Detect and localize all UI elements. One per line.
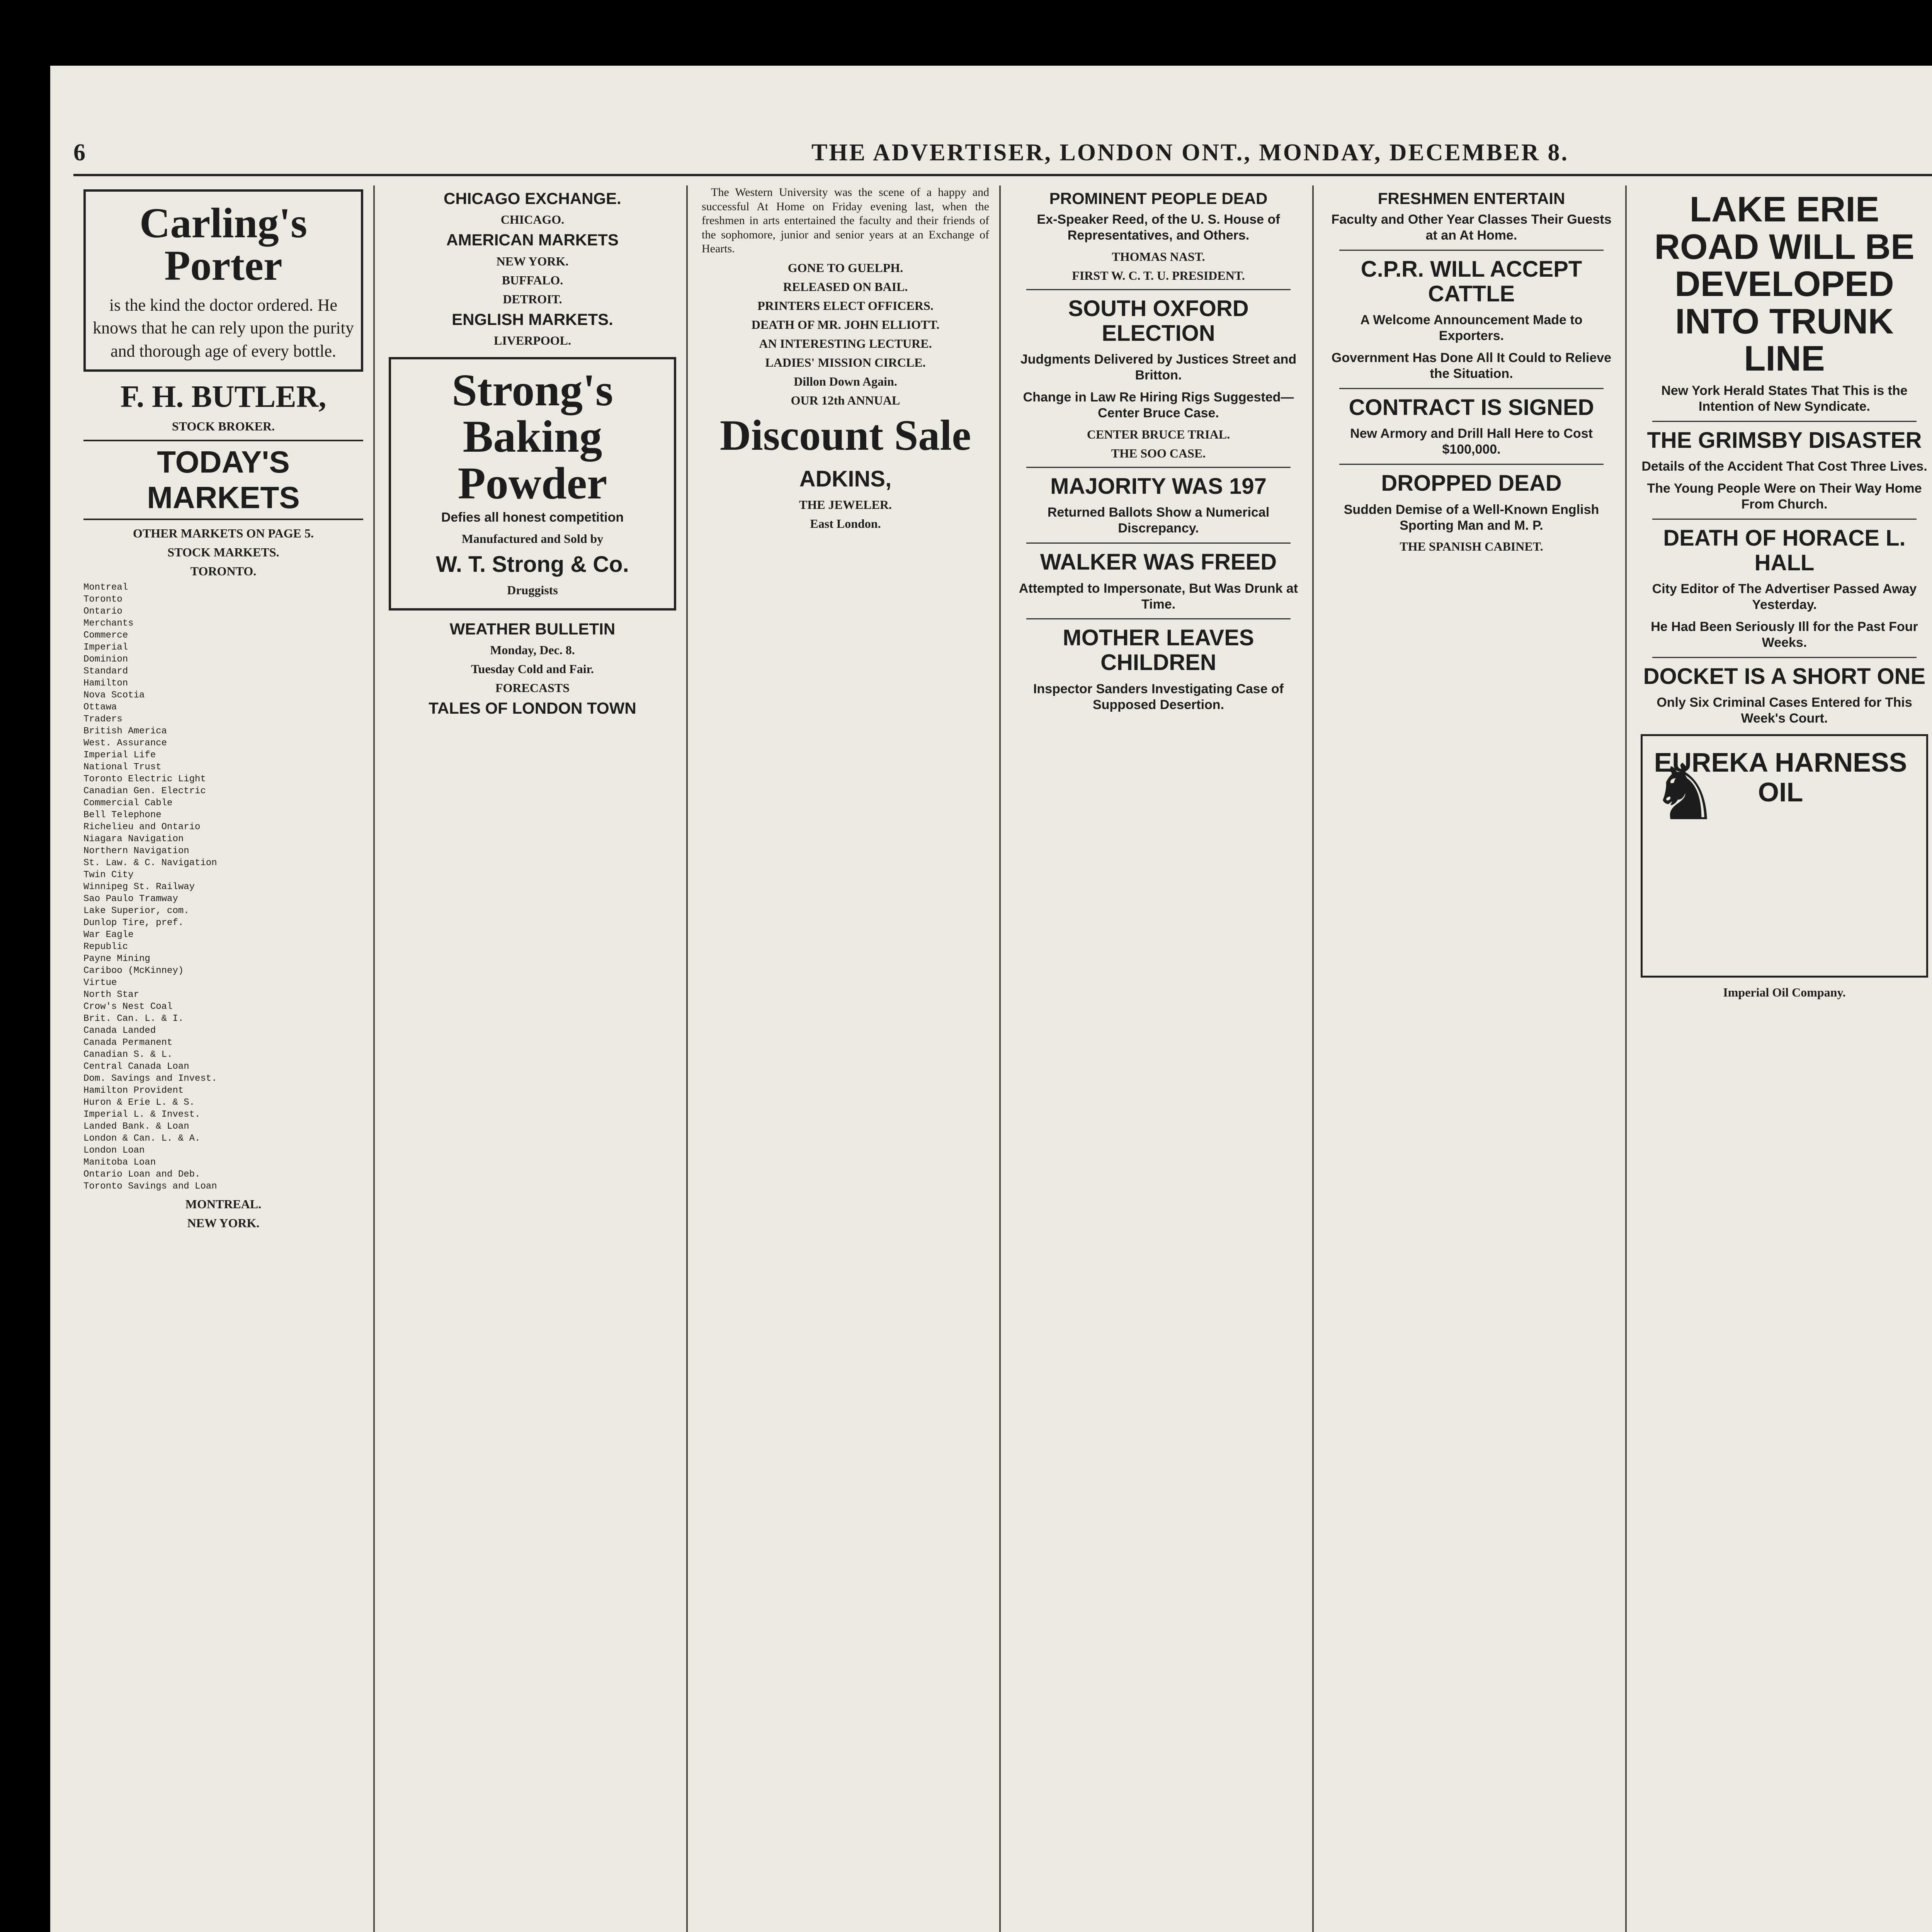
montreal-head: MONTREAL. xyxy=(185,1197,262,1211)
carling-ad xyxy=(83,189,363,372)
stock-name: Ontario xyxy=(83,606,122,617)
contract-head: CONTRACT IS SIGNED xyxy=(1349,395,1594,420)
weather-head: WEATHER BULLETIN xyxy=(449,619,616,638)
table-row xyxy=(83,594,363,605)
stock-name: Sao Paulo Tramway xyxy=(83,894,178,905)
table-row xyxy=(83,965,363,977)
stock-markets-head: STOCK MARKETS. xyxy=(167,545,279,560)
stock-name: Bell Telephone xyxy=(83,810,162,821)
stock-table xyxy=(83,582,363,1192)
stock-name: Toronto Electric Light xyxy=(83,774,206,785)
table-row xyxy=(83,773,363,785)
stock-name: Twin City xyxy=(83,870,134,881)
column-1 xyxy=(73,185,375,1932)
horse-icon: ♞ xyxy=(1650,750,1720,836)
stock-name: Imperial Life xyxy=(83,750,156,761)
liverpool-head: LIVERPOOL. xyxy=(493,333,571,347)
adkins-jeweler: THE JEWELER. xyxy=(799,497,892,512)
table-row xyxy=(83,629,363,641)
center-bruce: CENTER BRUCE TRIAL. xyxy=(1087,427,1230,441)
column-3 xyxy=(692,185,1001,1932)
todays-markets: TODAY'S MARKETS xyxy=(83,440,363,520)
table-row xyxy=(83,1049,363,1061)
stock-name: Richelieu and Ontario xyxy=(83,822,201,833)
stock-name: Cariboo (McKinney) xyxy=(83,966,184,976)
table-row xyxy=(83,881,363,893)
stock-name: London & Can. L. & A. xyxy=(83,1133,201,1144)
hall-sub: City Editor of The Advertiser Passed Away Yesterday. xyxy=(1652,582,1917,612)
docket-sub: Only Six Criminal Cases Entered for This Week's Court. xyxy=(1656,695,1912,726)
stock-name: Lake Superior, com. xyxy=(83,906,189,917)
stock-name: Central Canada Loan xyxy=(83,1061,189,1072)
walker-head: WALKER WAS FREED xyxy=(1040,549,1277,575)
table-row xyxy=(83,617,363,629)
table-row xyxy=(83,845,363,857)
weather-day: Monday, Dec. 8. xyxy=(490,643,575,657)
detroit-head: DETROIT. xyxy=(503,292,562,306)
table-row xyxy=(83,857,363,869)
table-row xyxy=(83,1121,363,1133)
stock-name: Niagara Navigation xyxy=(83,834,184,845)
mother-sub: Inspector Sanders Investigating Case of Supposed Desertion. xyxy=(1033,682,1284,712)
table-row xyxy=(83,665,363,677)
walker-sub: Attempted to Impersonate, But Was Drunk at Time. xyxy=(1019,581,1298,612)
column-2 xyxy=(379,185,688,1932)
table-row xyxy=(83,641,363,653)
strong-made: Manufactured and Sold by xyxy=(461,531,604,546)
table-row xyxy=(83,761,363,773)
table-row xyxy=(83,941,363,953)
stock-name: Imperial xyxy=(83,642,128,653)
column-6 xyxy=(1631,185,1932,1932)
wctu-head: FIRST W. C. T. U. PRESIDENT. xyxy=(1072,268,1245,282)
stock-name: Merchants xyxy=(83,618,134,629)
mother-head: MOTHER LEAVES CHILDREN xyxy=(1063,625,1254,675)
table-row xyxy=(83,1097,363,1109)
released-bail: RELEASED ON BAIL. xyxy=(783,279,908,294)
ladies-circle: LADIES' MISSION CIRCLE. xyxy=(765,355,926,369)
stock-name: Standard xyxy=(83,666,128,677)
table-row xyxy=(83,653,363,665)
stock-name: Nova Scotia xyxy=(83,690,145,701)
stock-name: St. Law. & C. Navigation xyxy=(83,858,217,869)
table-row xyxy=(83,737,363,749)
stock-name: Republic xyxy=(83,942,128,952)
table-row xyxy=(83,605,363,617)
page-number: 6 xyxy=(73,139,85,166)
table-row xyxy=(83,905,363,917)
american-head: AMERICAN MARKETS xyxy=(446,231,619,249)
column-5 xyxy=(1318,185,1627,1932)
table-row xyxy=(83,893,363,905)
docket-head: DOCKET IS A SHORT ONE xyxy=(1643,663,1926,689)
table-row xyxy=(83,977,363,989)
forecasts: FORECASTS xyxy=(495,680,570,695)
majority-head: MAJORITY WAS 197 xyxy=(1050,473,1267,499)
stock-name: Imperial L. & Invest. xyxy=(83,1109,201,1120)
table-row xyxy=(83,785,363,797)
stock-name: Canada Landed xyxy=(83,1026,156,1036)
table-row xyxy=(83,701,363,713)
newyork-sub: NEW YORK. xyxy=(496,254,569,268)
eureka-ad xyxy=(1641,734,1928,978)
cpr-sub2: Government Has Done All It Could to Relieve the Situation. xyxy=(1331,350,1612,381)
table-row xyxy=(83,1156,363,1168)
majority-sub: Returned Ballots Show a Numerical Discrepancy. xyxy=(1047,505,1270,536)
dropped-head: DROPPED DEAD xyxy=(1381,471,1562,496)
table-row xyxy=(83,1180,363,1192)
table-row xyxy=(83,1025,363,1037)
imperial-oil: Imperial Oil Company. xyxy=(1723,985,1846,999)
hall-sub2: He Had Been Seriously Ill for the Past Four Weeks. xyxy=(1651,619,1918,650)
table-row xyxy=(83,1145,363,1156)
stock-name: Commercial Cable xyxy=(83,798,173,809)
adkins-name: ADKINS, xyxy=(799,466,892,492)
hall-head: DEATH OF HORACE L. HALL xyxy=(1663,525,1906,575)
table-row xyxy=(83,677,363,689)
table-row xyxy=(83,1037,363,1049)
stock-name: Ontario Loan and Deb. xyxy=(83,1169,201,1180)
adkins-ad xyxy=(702,393,989,531)
lecture: AN INTERESTING LECTURE. xyxy=(759,336,932,350)
column-4 xyxy=(1005,185,1314,1932)
chicago-head: CHICAGO EXCHANGE. xyxy=(444,189,621,207)
toronto-head: TORONTO. xyxy=(190,564,257,578)
nast-head: THOMAS NAST. xyxy=(1112,249,1205,264)
freshmen-head: FRESHMEN ENTERTAIN xyxy=(1378,189,1565,207)
stock-name: Canadian S. & L. xyxy=(83,1049,173,1060)
stock-name: London Loan xyxy=(83,1145,145,1156)
discount-sale: Discount Sale xyxy=(719,411,971,459)
table-row xyxy=(83,749,363,761)
table-row xyxy=(83,953,363,965)
stock-name: Manitoba Loan xyxy=(83,1157,156,1168)
stock-name: War Eagle xyxy=(83,930,134,940)
weather-fair: Tuesday Cold and Fair. xyxy=(471,662,594,676)
prominent-sub: Ex-Speaker Reed, of the U. S. House of Representatives, and Others. xyxy=(1037,212,1280,243)
stock-name: Brit. Can. L. & I. xyxy=(83,1014,184,1024)
grimsby-sub2: The Young People Were on Their Way Home From Church. xyxy=(1647,481,1922,512)
carling-title: Carling's Porter xyxy=(139,199,307,289)
table-row xyxy=(83,821,363,833)
stock-name: Toronto xyxy=(83,594,122,605)
stock-name: Traders xyxy=(83,714,122,725)
butler-name: F. H. BUTLER, xyxy=(120,380,327,414)
contract-sub: New Armory and Drill Hall Here to Cost $100,000. xyxy=(1350,426,1593,457)
newyork-head: NEW YORK. xyxy=(187,1216,260,1230)
death-elliott: DEATH OF MR. JOHN ELLIOTT. xyxy=(751,317,940,332)
grimsby-head: THE GRIMSBY DISASTER xyxy=(1647,427,1922,453)
stock-name: Virtue xyxy=(83,978,117,988)
soo-case: THE SOO CASE. xyxy=(1111,446,1206,460)
stock-name: Dominion xyxy=(83,654,128,665)
freshmen-sub: Faculty and Other Year Classes Their Guests at an At Home. xyxy=(1331,212,1612,243)
strong-ad xyxy=(389,357,676,611)
body-text: The Western University was the scene of a happy and successful At Home on Friday evening last, when the freshmen in arts entertained the faculty and their friends of the sophomore, junior and senior years at an Exchange of Hearts. xyxy=(702,186,989,255)
table-row xyxy=(83,833,363,845)
stock-name: British America xyxy=(83,726,167,737)
table-row xyxy=(83,1001,363,1013)
table-row xyxy=(83,989,363,1001)
prominent-head: PROMINENT PEOPLE DEAD xyxy=(1049,189,1268,207)
table-row xyxy=(83,1061,363,1073)
table-row xyxy=(83,869,363,881)
dillon-head: Dillon Down Again. xyxy=(794,374,897,388)
table-row xyxy=(83,809,363,821)
english-head: ENGLISH MARKETS. xyxy=(452,310,613,328)
stock-name: National Trust xyxy=(83,762,162,773)
table-row xyxy=(83,725,363,737)
stock-name: Montreal xyxy=(83,582,128,593)
table-row xyxy=(83,1013,363,1025)
south-oxford-head: SOUTH OXFORD ELECTION xyxy=(1068,296,1249,346)
strong-druggists: Druggists xyxy=(507,583,558,597)
stock-name: Toronto Savings and Loan xyxy=(83,1181,217,1192)
stock-name: West. Assurance xyxy=(83,738,167,749)
stock-name: Hamilton Provident xyxy=(83,1085,184,1096)
printers-elect: PRINTERS ELECT OFFICERS. xyxy=(757,298,934,313)
table-row xyxy=(83,1168,363,1180)
stock-name: Hamilton xyxy=(83,678,128,689)
strong-title: Strong's Baking Powder xyxy=(452,364,613,509)
table-row xyxy=(83,1109,363,1121)
spanish-head: THE SPANISH CABINET. xyxy=(1400,539,1543,554)
table-row xyxy=(83,713,363,725)
stock-name: Dom. Savings and Invest. xyxy=(83,1073,217,1084)
south-oxford-sub2: Change in Law Re Hiring Rigs Suggested—Center Bruce Case. xyxy=(1023,390,1294,420)
stock-name: Dunlop Tire, pref. xyxy=(83,918,184,929)
chicago-sub: CHICAGO. xyxy=(500,213,565,227)
stock-name: Northern Navigation xyxy=(83,846,189,857)
adkins-east: East London. xyxy=(810,516,881,531)
table-row xyxy=(83,1073,363,1085)
lake-erie-sub: New York Herald States That This is the Intention of New Syndicate. xyxy=(1661,383,1908,414)
stock-name: Canadian Gen. Electric xyxy=(83,786,206,797)
table-row xyxy=(83,689,363,701)
stock-name: Landed Bank. & Loan xyxy=(83,1121,189,1132)
cpr-sub: A Welcome Announcement Made to Exporters. xyxy=(1360,313,1583,344)
butler-role: STOCK BROKER. xyxy=(172,419,275,434)
strong-tag: Defies all honest competition xyxy=(441,510,624,525)
strong-maker: W. T. Strong & Co. xyxy=(436,551,629,577)
south-oxford-sub: Judgments Delivered by Justices Street and Britton. xyxy=(1020,352,1297,383)
stock-name: Canada Permanent xyxy=(83,1037,173,1048)
stock-name: Huron & Erie L. & S. xyxy=(83,1097,195,1108)
masthead xyxy=(73,131,1932,176)
buffalo-head: BUFFALO. xyxy=(502,273,563,287)
stock-name: Crow's Nest Coal xyxy=(83,1002,173,1012)
eureka-name: EUREKA HARNESS OIL xyxy=(1654,747,1907,807)
newspaper-page xyxy=(50,66,1932,1932)
stock-name: Payne Mining xyxy=(83,954,150,964)
stock-name: Winnipeg St. Railway xyxy=(83,882,195,893)
carling-text: is the kind the doctor ordered. He knows that he can rely upon the purity and thorough age of every bottle. xyxy=(93,296,354,361)
annual: OUR 12th ANNUAL xyxy=(791,393,900,407)
stock-name: North Star xyxy=(83,990,139,1000)
table-row xyxy=(83,917,363,929)
tales-head: TALES OF LONDON TOWN xyxy=(429,699,636,717)
dropped-sub: Sudden Demise of a Well-Known English Sporting Man and M. P. xyxy=(1344,502,1599,533)
table-row xyxy=(83,797,363,809)
gone-guelph: GONE TO GUELPH. xyxy=(787,260,903,275)
stock-name: Commerce xyxy=(83,630,128,641)
table-row xyxy=(83,929,363,941)
table-row xyxy=(83,1133,363,1145)
other-markets: OTHER MARKETS ON PAGE 5. xyxy=(133,526,314,541)
cpr-head: C.P.R. WILL ACCEPT CATTLE xyxy=(1361,256,1582,306)
table-row xyxy=(83,1085,363,1097)
grimsby-sub: Details of the Accident That Cost Three Lives. xyxy=(1641,459,1927,474)
stock-name: Ottawa xyxy=(83,702,117,713)
lake-erie-head: LAKE ERIE ROAD WILL BE DEVELOPED INTO TRUNK LINE xyxy=(1654,190,1915,379)
masthead-title: THE ADVERTISER, LONDON ONT., MONDAY, DECEMBER 8. xyxy=(811,139,1569,166)
table-row xyxy=(83,582,363,594)
